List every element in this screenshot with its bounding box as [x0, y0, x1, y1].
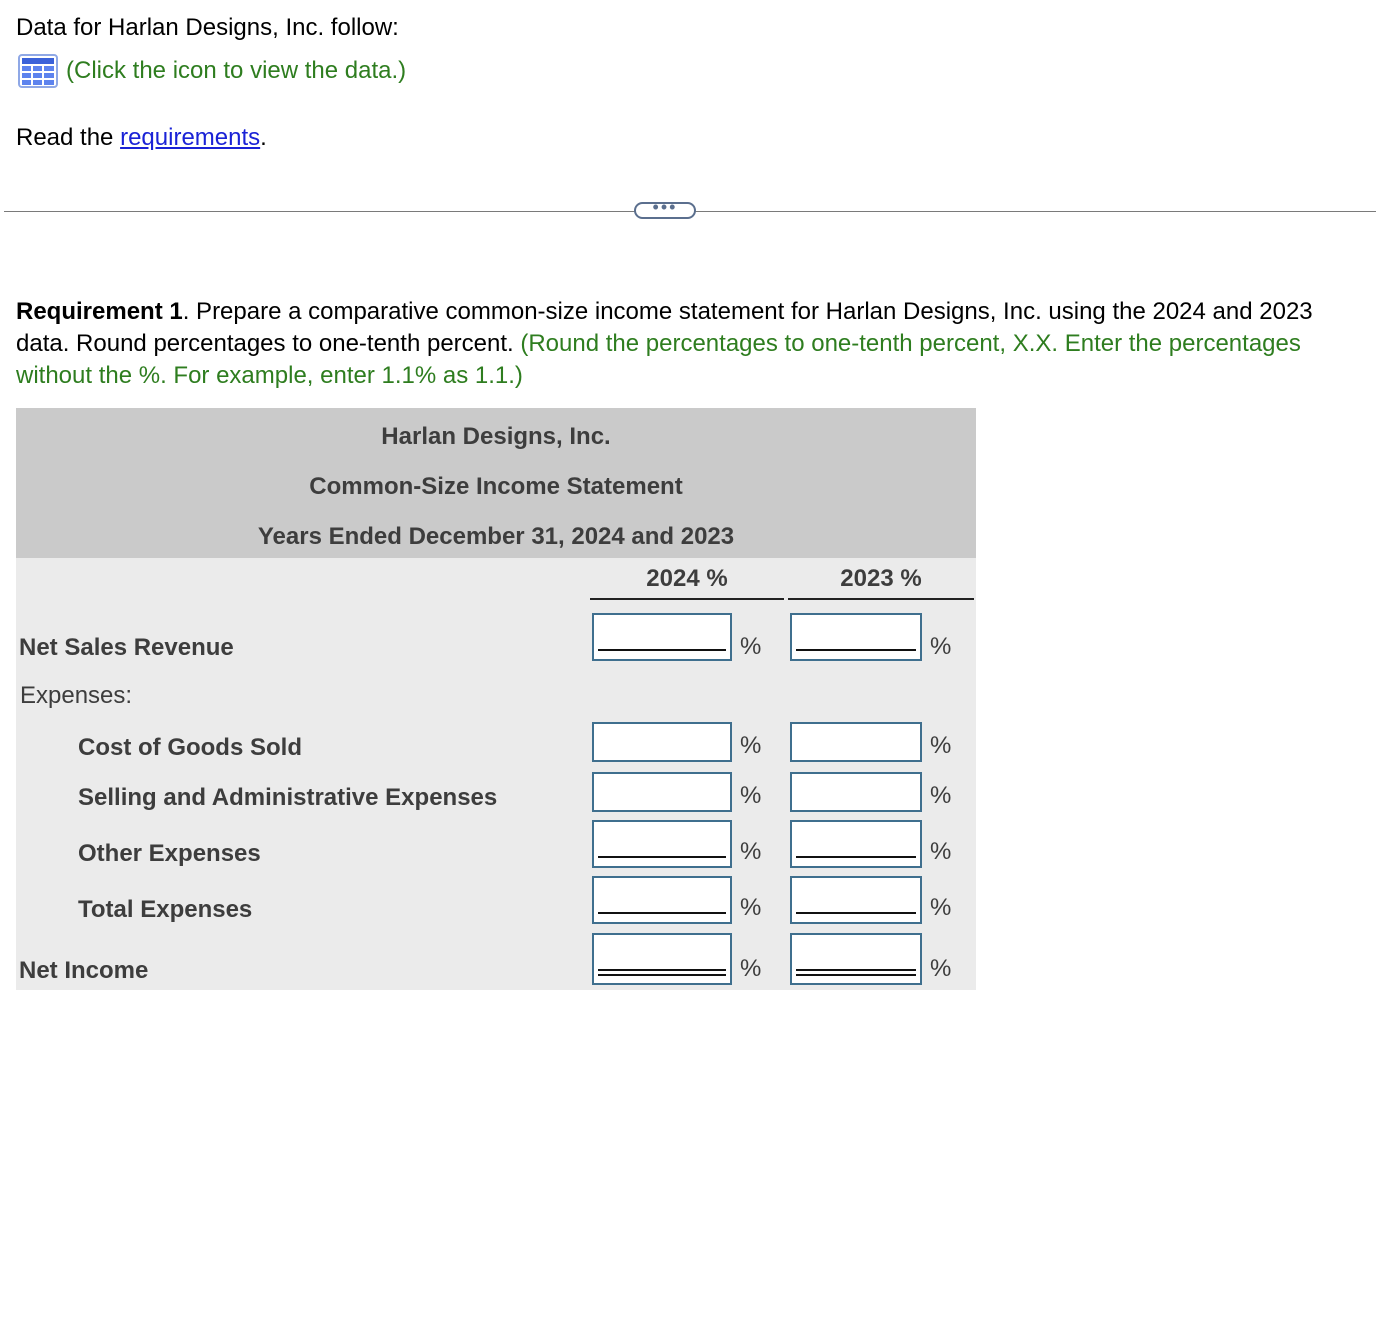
view-data-link-label[interactable]: (Click the icon to view the data.) — [66, 57, 407, 84]
input-sga-2024[interactable] — [592, 772, 732, 812]
statement-header — [16, 408, 976, 558]
input-other-2023[interactable] — [790, 820, 922, 868]
pct-symbol: % — [930, 894, 952, 921]
net-income-2023-field[interactable] — [796, 939, 916, 967]
input-net-sales-2023[interactable] — [790, 613, 922, 661]
statement-period: Years Ended December 31, 2024 and 2023 — [257, 523, 735, 550]
pct-symbol: % — [740, 955, 762, 982]
input-total-2024[interactable] — [592, 876, 732, 924]
net-sales-2024-field[interactable] — [598, 619, 726, 647]
other-2024-field[interactable] — [598, 826, 726, 854]
pct-symbol: % — [740, 782, 762, 809]
statement-title: Common-Size Income Statement — [309, 473, 683, 500]
input-net-sales-2024[interactable] — [592, 613, 732, 661]
row-label-other: Other Expenses — [78, 840, 261, 867]
pct-symbol: % — [740, 838, 762, 865]
input-cogs-2024[interactable] — [592, 722, 732, 762]
input-sga-2023[interactable] — [790, 772, 922, 812]
statement-body — [16, 558, 976, 990]
other-2023-field[interactable] — [796, 826, 916, 854]
input-total-2023[interactable] — [790, 876, 922, 924]
input-net-income-2023[interactable] — [790, 933, 922, 985]
input-other-2024[interactable] — [592, 820, 732, 868]
pct-symbol: % — [930, 782, 952, 809]
pct-symbol: % — [930, 633, 952, 660]
total-2023-field[interactable] — [796, 882, 916, 910]
row-label-net-income: Net Income — [19, 957, 149, 984]
pct-symbol: % — [930, 955, 952, 982]
net-income-2024-field[interactable] — [598, 939, 726, 967]
row-label-sga: Selling and Administrative Expenses — [78, 784, 498, 811]
pct-symbol: % — [930, 838, 952, 865]
row-label-total-expenses: Total Expenses — [78, 896, 253, 923]
row-label-net-sales: Net Sales Revenue — [19, 634, 234, 661]
requirement-instructions — [16, 296, 1366, 392]
requirement-hint: (Round the percentages to one-tenth percent, X.X. Enter the percentages without the %. For example, enter 1.1% as 1.1.) — [16, 330, 1301, 389]
requirements-link[interactable]: requirements — [120, 124, 261, 151]
input-net-income-2024[interactable] — [592, 933, 732, 985]
input-cogs-2023[interactable] — [790, 722, 922, 762]
column-header-2023: 2023 % — [788, 558, 974, 600]
more-dots-icon: ••• — [652, 196, 678, 217]
view-data-link[interactable] — [18, 54, 406, 88]
intro-text: Data for Harlan Designs, Inc. follow: — [16, 14, 399, 41]
expand-more-button[interactable] — [634, 196, 696, 219]
company-name: Harlan Designs, Inc. — [381, 423, 611, 450]
net-sales-2023-field[interactable] — [796, 619, 916, 647]
read-prefix: Read the — [16, 124, 121, 151]
pct-symbol: % — [930, 732, 952, 759]
pct-symbol: % — [740, 633, 762, 660]
cogs-2024-field[interactable] — [598, 728, 726, 756]
row-label-cogs: Cost of Goods Sold — [78, 734, 302, 761]
sga-2024-field[interactable] — [598, 778, 726, 806]
requirement-text: . Prepare a comparative common-size income statement for Harlan Designs, Inc. using the 2024 and 2023 data. Round percentages to one-tenth percent. — [16, 298, 1313, 357]
total-2024-field[interactable] — [598, 882, 726, 910]
row-label-expenses: Expenses: — [20, 682, 133, 709]
requirement-label: Requirement 1 — [16, 298, 183, 325]
read-suffix: . — [260, 124, 267, 151]
column-header-2024: 2024 % — [590, 558, 784, 600]
sga-2023-field[interactable] — [796, 778, 916, 806]
pct-symbol: % — [740, 894, 762, 921]
read-requirements-line — [16, 124, 267, 152]
pct-symbol: % — [740, 732, 762, 759]
cogs-2023-field[interactable] — [796, 728, 916, 756]
table-grid-icon[interactable] — [18, 54, 58, 88]
